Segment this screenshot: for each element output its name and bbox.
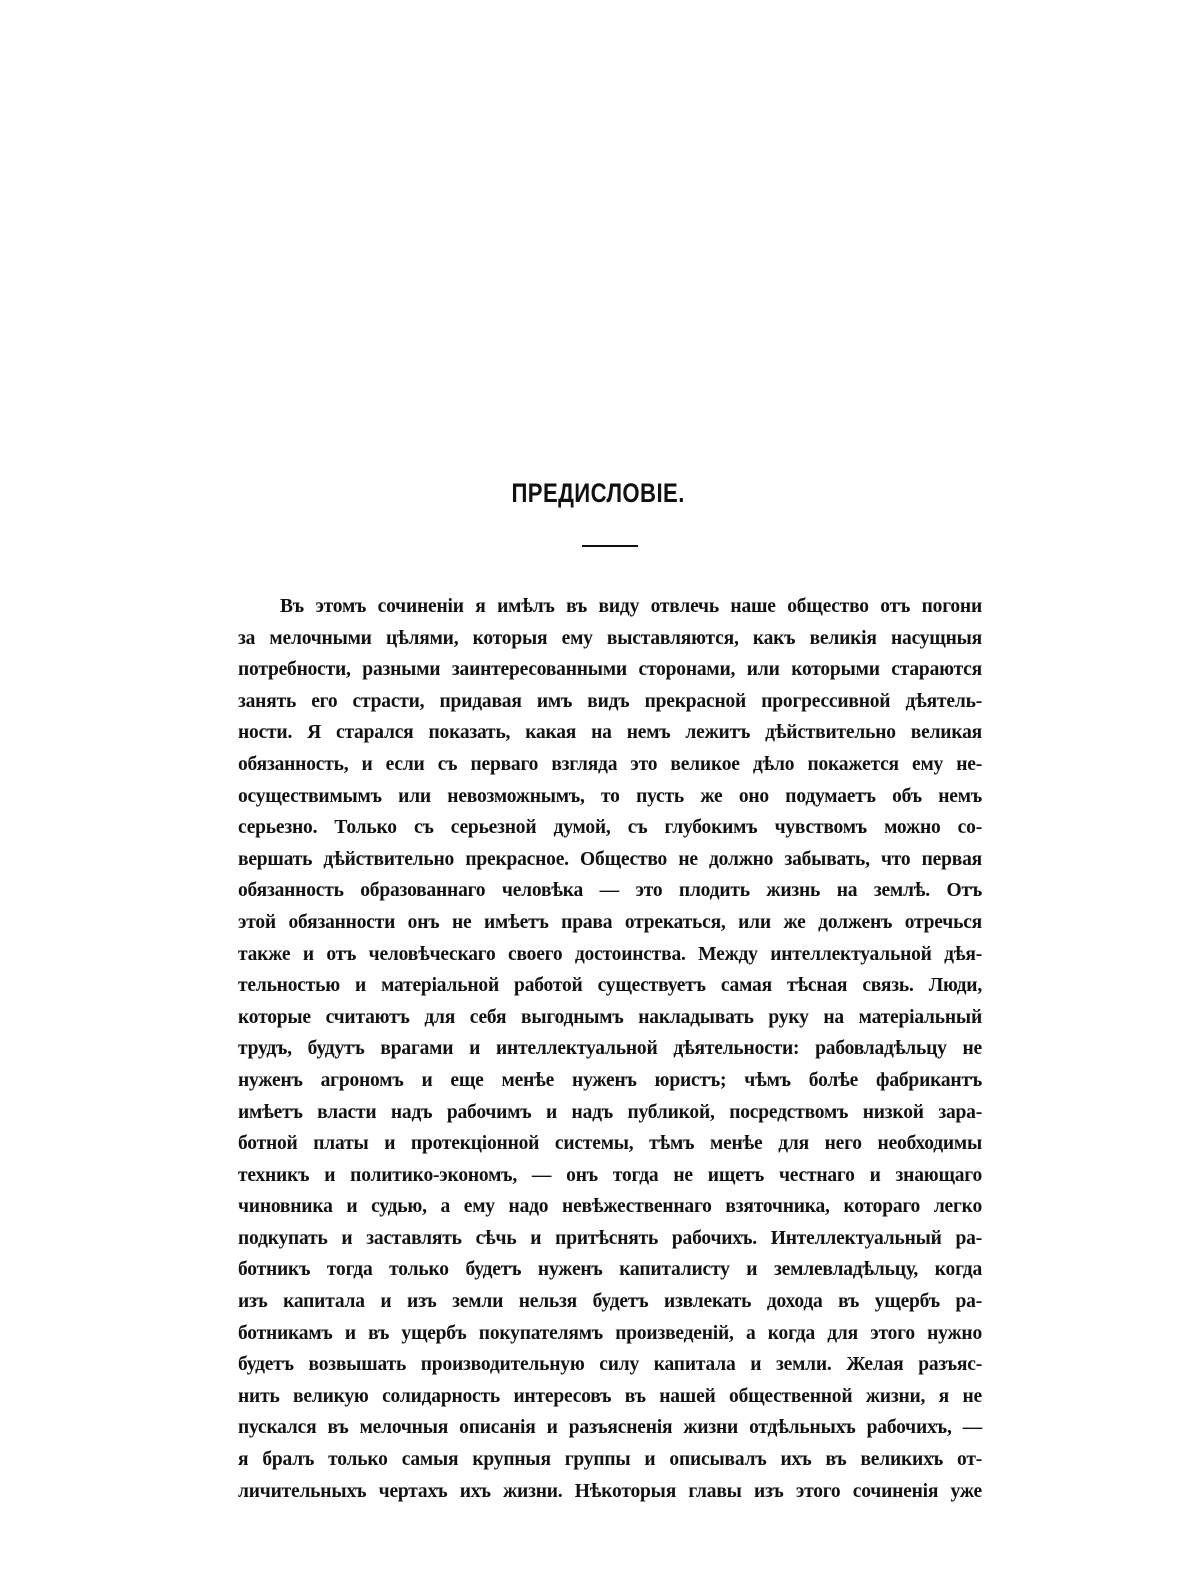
text-line: изъ капитала и изъ земли нельзя будетъ извлекать дохода въ ущербъ ра- — [238, 1291, 982, 1313]
text-line: серьезно. Только съ серьезной думой, съ глубокимъ чувствомъ можно со- — [238, 817, 982, 839]
text-line: осуществимымъ или невозможнымъ, то пусть же оно подумаетъ объ немъ — [238, 785, 982, 807]
text-line: ботникамъ и въ ущербъ покупателямъ произведеній, а когда для этого нужно — [238, 1322, 982, 1344]
text-line: ботной платы и протекціонной системы, тѣмъ менѣе для него необходимы — [238, 1133, 982, 1155]
text-line: обязанность образованнаго человѣка — это плодить жизнь на землѣ. Отъ — [238, 880, 982, 902]
page-title: ПРЕДИСЛОВІЕ. — [511, 478, 685, 508]
text-line: которые считаютъ для себя выгоднымъ накладывать руку на матеріальный — [238, 1006, 982, 1028]
text-line: подкупать и заставлять сѣчь и притѣснять рабочихъ. Интеллектуальный ра- — [238, 1227, 982, 1249]
text-line: вершать дѣйствительно прекрасное. Общество не должно забывать, что первая — [238, 848, 982, 870]
text-line: Въ этомъ сочиненіи я имѣлъ въ виду отвлечь наше общество отъ погони — [280, 596, 982, 617]
text-line: обязанность, и если съ перваго взгляда это великое дѣло покажется ему не- — [238, 753, 982, 775]
text-line: техникъ и политико-экономъ, — онъ тогда не ищетъ честнаго и знающаго — [238, 1164, 982, 1186]
text-line: потребности, разными заинтересованными сторонами, или которыми стараются — [238, 659, 982, 681]
text-line: тельностью и матеріальной работой существуетъ самая тѣсная связь. Люди, — [238, 975, 982, 997]
title-divider — [582, 545, 638, 547]
text-line: чиновника и судью, а ему надо невѣжественнаго взяточника, котораго легко — [238, 1196, 982, 1218]
text-line: занять его страсти, придавая имъ видъ прекрасной прогрессивной дѣятель- — [238, 690, 982, 712]
text-line: нить великую солидарность интересовъ въ нашей общественной жизни, я не — [238, 1385, 982, 1407]
text-line: также и отъ человѣческаго своего достоинства. Между интеллектуальной дѣя- — [238, 943, 982, 965]
preface-text — [238, 591, 982, 1507]
text-line: за мелочными цѣлями, которыя ему выставляются, какъ великія насущныя — [238, 627, 982, 649]
text-line: пускался въ мелочныя описанія и разъясненія жизни отдѣльныхъ рабочихъ, — — [238, 1417, 982, 1439]
text-line: я бралъ только самыя крупныя группы и описывалъ ихъ въ великихъ от- — [238, 1449, 982, 1471]
text-line: личительныхъ чертахъ ихъ жизни. Нѣкоторыя главы изъ этого сочиненія уже — [238, 1480, 982, 1502]
text-line: ности. Я старался показать, какая на немъ лежитъ дѣйствительно великая — [238, 722, 982, 744]
text-line: нуженъ агрономъ и еще менѣе нуженъ юристъ; чѣмъ болѣе фабрикантъ — [238, 1069, 982, 1091]
text-line: этой обязанности онъ не имѣетъ права отрекаться, или же долженъ отречься — [238, 911, 982, 933]
text-line: трудъ, будутъ врагами и интеллектуальной дѣятельности: рабовладѣльцу не — [238, 1038, 982, 1060]
text-line: ботникъ тогда только будетъ нуженъ капиталисту и землевладѣльцу, когда — [238, 1259, 982, 1281]
text-line: будетъ возвышать производительную силу капитала и земли. Желая разъяс- — [238, 1354, 982, 1376]
text-line: имѣетъ власти надъ рабочимъ и надъ публикой, посредствомъ низкой зара- — [238, 1101, 982, 1123]
